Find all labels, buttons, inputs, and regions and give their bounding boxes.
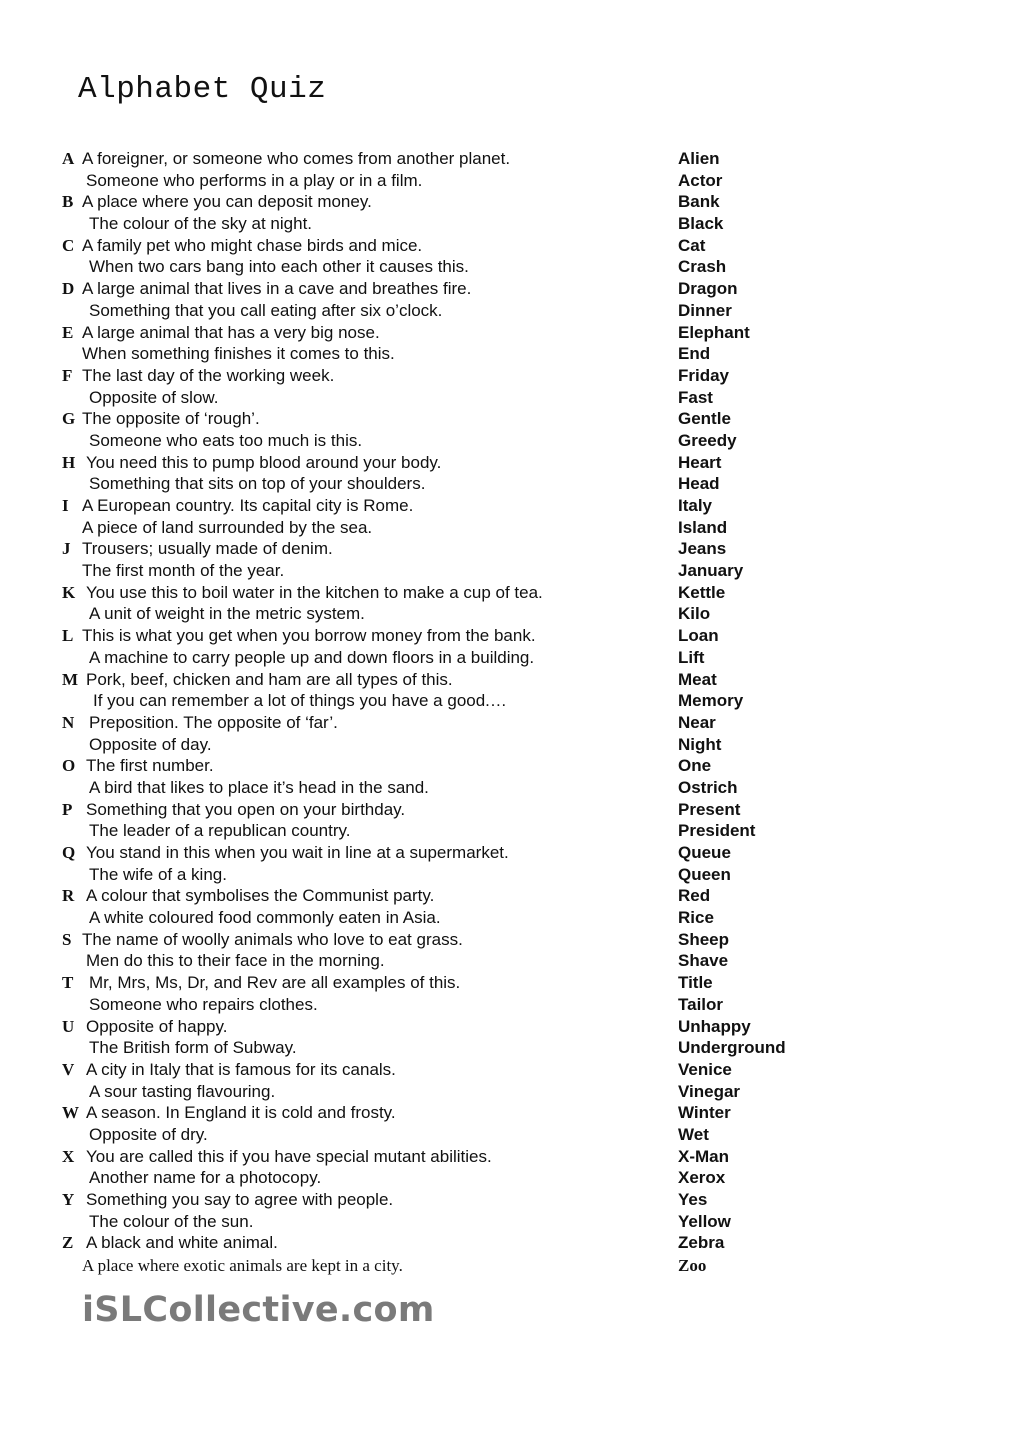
row-letter: B xyxy=(62,192,74,212)
row-letter: R xyxy=(62,886,75,906)
quiz-row xyxy=(0,712,1018,734)
row-answer: Queue xyxy=(678,843,731,862)
quiz-row xyxy=(0,907,1018,929)
row-answer: Title xyxy=(678,973,713,993)
quiz-row xyxy=(0,1102,1018,1124)
row-answer: President xyxy=(678,821,756,841)
row-clue: Someone who eats too much is this. xyxy=(89,430,363,450)
row-clue: Mr, Mrs, Ms, Dr, and Rev are all examples of this. xyxy=(89,973,461,993)
row-answer: Italy xyxy=(678,496,713,515)
quiz-row xyxy=(0,603,1018,625)
row-clue: A large animal that has a very big nose. xyxy=(82,322,380,342)
row-clue: A season. In England it is cold and frosty. xyxy=(86,1103,396,1123)
row-letter: V xyxy=(62,1059,75,1079)
row-letter: W xyxy=(62,1103,79,1123)
row-answer: Meat xyxy=(678,669,717,689)
row-answer: Island xyxy=(678,517,728,537)
quiz-row xyxy=(0,473,1018,495)
row-answer: Red xyxy=(678,886,711,906)
row-clue: A black and white animal. xyxy=(86,1233,278,1253)
row-clue: The colour of the sun. xyxy=(89,1211,254,1231)
row-answer: Vinegar xyxy=(678,1081,741,1101)
row-letter: G xyxy=(62,409,76,429)
row-clue: A foreigner, or someone who comes from another planet. xyxy=(82,149,511,168)
quiz-row xyxy=(0,755,1018,777)
row-clue: A family pet who might chase birds and mice. xyxy=(82,235,423,255)
row-letter: A xyxy=(62,149,75,168)
quiz-row xyxy=(0,1016,1018,1038)
row-answer: Gentle xyxy=(678,409,731,429)
row-letter: Z xyxy=(62,1233,74,1253)
row-letter: J xyxy=(62,539,71,559)
row-clue: This is what you get when you borrow money from the bank. xyxy=(82,626,536,646)
row-letter: H xyxy=(62,452,76,472)
quiz-row xyxy=(0,777,1018,799)
row-clue: If you can remember a lot of things you have a good.… xyxy=(93,691,507,711)
row-answer: Near xyxy=(678,712,716,732)
row-clue: Someone who repairs clothes. xyxy=(89,994,318,1014)
row-answer: Underground xyxy=(678,1038,786,1058)
row-clue: Something that you call eating after six o’clock. xyxy=(89,300,443,320)
page-title: Alphabet Quiz xyxy=(78,72,327,107)
row-clue: Someone who performs in a play or in a film. xyxy=(86,170,423,190)
row-answer: Rice xyxy=(678,908,714,928)
row-letter: U xyxy=(62,1016,75,1036)
row-clue: You are called this if you have special mutant abilities. xyxy=(86,1146,492,1166)
row-clue: A sour tasting flavouring. xyxy=(89,1081,276,1101)
quiz-row xyxy=(0,972,1018,994)
quiz-row xyxy=(0,582,1018,604)
row-clue: A European country. Its capital city is Rome. xyxy=(82,496,414,515)
quiz-row xyxy=(0,1189,1018,1211)
quiz-row xyxy=(0,235,1018,257)
quiz-row xyxy=(0,300,1018,322)
row-answer: End xyxy=(678,344,711,364)
row-letter: I xyxy=(62,496,69,515)
row-answer: Fast xyxy=(678,387,713,407)
row-letter: N xyxy=(62,712,75,732)
row-answer: Heart xyxy=(678,452,722,472)
quiz-row xyxy=(0,430,1018,452)
row-clue: You stand in this when you wait in line at a supermarket. xyxy=(86,843,509,862)
row-clue: Pork, beef, chicken and ham are all types of this. xyxy=(86,669,453,689)
row-clue: When two cars bang into each other it causes this. xyxy=(89,257,469,277)
row-letter: S xyxy=(62,929,72,949)
quiz-row xyxy=(0,1124,1018,1146)
quiz-row xyxy=(0,560,1018,582)
row-clue: A large animal that lives in a cave and breathes fire. xyxy=(82,279,472,299)
quiz-row xyxy=(0,690,1018,712)
row-answer: One xyxy=(678,756,712,776)
row-clue: A city in Italy that is famous for its canals. xyxy=(86,1059,396,1079)
row-clue: The name of woolly animals who love to eat grass. xyxy=(82,929,463,949)
row-answer: Night xyxy=(678,734,722,754)
row-letter: P xyxy=(62,799,73,819)
row-answer: Kilo xyxy=(678,604,711,624)
row-answer: Ostrich xyxy=(678,777,738,797)
row-letter: E xyxy=(62,322,74,342)
quiz-row xyxy=(0,1037,1018,1059)
row-answer: Lift xyxy=(678,647,705,667)
row-letter: K xyxy=(62,582,76,602)
row-clue: A place where you can deposit money. xyxy=(82,192,372,212)
row-answer: Black xyxy=(678,214,724,234)
row-clue: The colour of the sky at night. xyxy=(89,214,313,234)
quiz-row xyxy=(0,669,1018,691)
quiz-row xyxy=(0,1211,1018,1233)
row-clue: Trousers; usually made of denim. xyxy=(82,539,333,559)
row-answer: Tailor xyxy=(678,994,724,1014)
quiz-row xyxy=(0,213,1018,235)
row-letter: Y xyxy=(62,1190,75,1209)
row-answer: Head xyxy=(678,474,720,494)
quiz-row xyxy=(0,885,1018,907)
row-answer: Venice xyxy=(678,1059,732,1079)
quiz-row xyxy=(0,148,1018,170)
quiz-row xyxy=(0,647,1018,669)
quiz-row xyxy=(0,1232,1018,1254)
quiz-row xyxy=(0,1059,1018,1081)
quiz-row xyxy=(0,734,1018,756)
row-answer: Sheep xyxy=(678,929,730,949)
row-clue: A bird that likes to place it’s head in the sand. xyxy=(89,777,429,797)
quiz-row xyxy=(0,799,1018,821)
row-answer: Bank xyxy=(678,192,720,212)
row-answer: Actor xyxy=(678,170,723,190)
row-clue: Opposite of slow. xyxy=(89,387,219,407)
row-answer: Shave xyxy=(678,951,729,971)
row-letter: M xyxy=(62,669,79,689)
row-answer: Yellow xyxy=(678,1211,731,1231)
row-answer: X-Man xyxy=(678,1146,729,1166)
row-letter: T xyxy=(62,973,74,993)
row-clue: Opposite of dry. xyxy=(89,1124,208,1144)
row-clue: A colour that symbolises the Communist party. xyxy=(86,886,435,906)
quiz-row xyxy=(0,495,1018,517)
row-clue: Something that you open on your birthday. xyxy=(86,799,406,819)
row-answer: Memory xyxy=(678,691,744,711)
quiz-row xyxy=(0,170,1018,192)
row-clue: The British form of Subway. xyxy=(89,1038,297,1058)
quiz-row xyxy=(0,625,1018,647)
row-clue: The wife of a king. xyxy=(89,864,227,884)
watermark-logo: iSLCollective.com xyxy=(82,1290,435,1330)
row-answer: Wet xyxy=(678,1124,709,1144)
quiz-row xyxy=(0,365,1018,387)
row-clue: A white coloured food commonly eaten in Asia. xyxy=(89,908,441,928)
row-answer: Crash xyxy=(678,257,727,277)
quiz-row xyxy=(0,1081,1018,1103)
row-letter: O xyxy=(62,756,76,776)
row-clue: Something you say to agree with people. xyxy=(86,1190,394,1209)
row-clue: A piece of land surrounded by the sea. xyxy=(82,517,373,537)
row-answer: Jeans xyxy=(678,539,727,559)
row-answer: Winter xyxy=(678,1103,731,1123)
quiz-row xyxy=(0,994,1018,1016)
row-answer: Elephant xyxy=(678,322,750,342)
quiz-row xyxy=(0,929,1018,951)
quiz-row xyxy=(0,1167,1018,1189)
row-clue: A place where exotic animals are kept in a city. xyxy=(82,1256,403,1276)
row-clue: A machine to carry people up and down floors in a building. xyxy=(89,647,535,667)
row-answer: Dragon xyxy=(678,279,738,299)
quiz-row xyxy=(0,517,1018,539)
row-answer: Queen xyxy=(678,864,731,884)
quiz-row xyxy=(0,950,1018,972)
quiz-row xyxy=(0,842,1018,864)
quiz-row xyxy=(0,191,1018,213)
quiz-row xyxy=(0,322,1018,344)
quiz-row xyxy=(0,452,1018,474)
row-clue: When something finishes it comes to this. xyxy=(82,344,395,364)
row-letter: L xyxy=(62,626,74,646)
row-answer: Yes xyxy=(678,1190,708,1209)
row-clue: The leader of a republican country. xyxy=(89,821,351,841)
row-answer: Dinner xyxy=(678,300,732,320)
row-clue: You need this to pump blood around your body. xyxy=(86,452,442,472)
row-answer: Zebra xyxy=(678,1233,725,1253)
row-answer: Greedy xyxy=(678,430,737,450)
row-answer: Xerox xyxy=(678,1168,726,1188)
row-answer: Zoo xyxy=(678,1256,707,1276)
row-clue: Something that sits on top of your shoulders. xyxy=(89,474,426,494)
quiz-row xyxy=(0,408,1018,430)
quiz-row xyxy=(0,278,1018,300)
quiz-row xyxy=(0,1254,1018,1278)
row-clue: Opposite of day. xyxy=(89,734,212,754)
row-answer: Present xyxy=(678,799,741,819)
row-clue: Preposition. The opposite of ‘far’. xyxy=(89,712,338,732)
quiz-list xyxy=(0,148,1018,1278)
row-letter: F xyxy=(62,365,73,385)
row-clue: The last day of the working week. xyxy=(82,365,335,385)
quiz-row xyxy=(0,1146,1018,1168)
row-clue: The first number. xyxy=(86,756,214,776)
row-answer: Cat xyxy=(678,235,706,255)
row-clue: The first month of the year. xyxy=(82,561,285,581)
row-answer: Kettle xyxy=(678,582,726,602)
quiz-row xyxy=(0,387,1018,409)
row-answer: Alien xyxy=(678,149,720,168)
quiz-row xyxy=(0,864,1018,886)
row-letter: C xyxy=(62,235,75,255)
row-letter: X xyxy=(62,1146,75,1166)
row-answer: Loan xyxy=(678,626,719,646)
row-clue: Another name for a photocopy. xyxy=(89,1168,322,1188)
row-clue: Men do this to their face in the morning. xyxy=(86,951,385,971)
row-clue: Opposite of happy. xyxy=(86,1016,228,1036)
quiz-row xyxy=(0,256,1018,278)
quiz-row xyxy=(0,820,1018,842)
row-letter: D xyxy=(62,279,75,299)
row-answer: Friday xyxy=(678,365,730,385)
quiz-row xyxy=(0,538,1018,560)
row-clue: You use this to boil water in the kitchen to make a cup of tea. xyxy=(86,582,543,602)
row-answer: Unhappy xyxy=(678,1016,751,1036)
row-answer: January xyxy=(678,561,744,581)
quiz-row xyxy=(0,343,1018,365)
row-letter: Q xyxy=(62,843,76,862)
row-clue: A unit of weight in the metric system. xyxy=(89,604,365,624)
row-clue: The opposite of ‘rough’. xyxy=(82,409,260,429)
